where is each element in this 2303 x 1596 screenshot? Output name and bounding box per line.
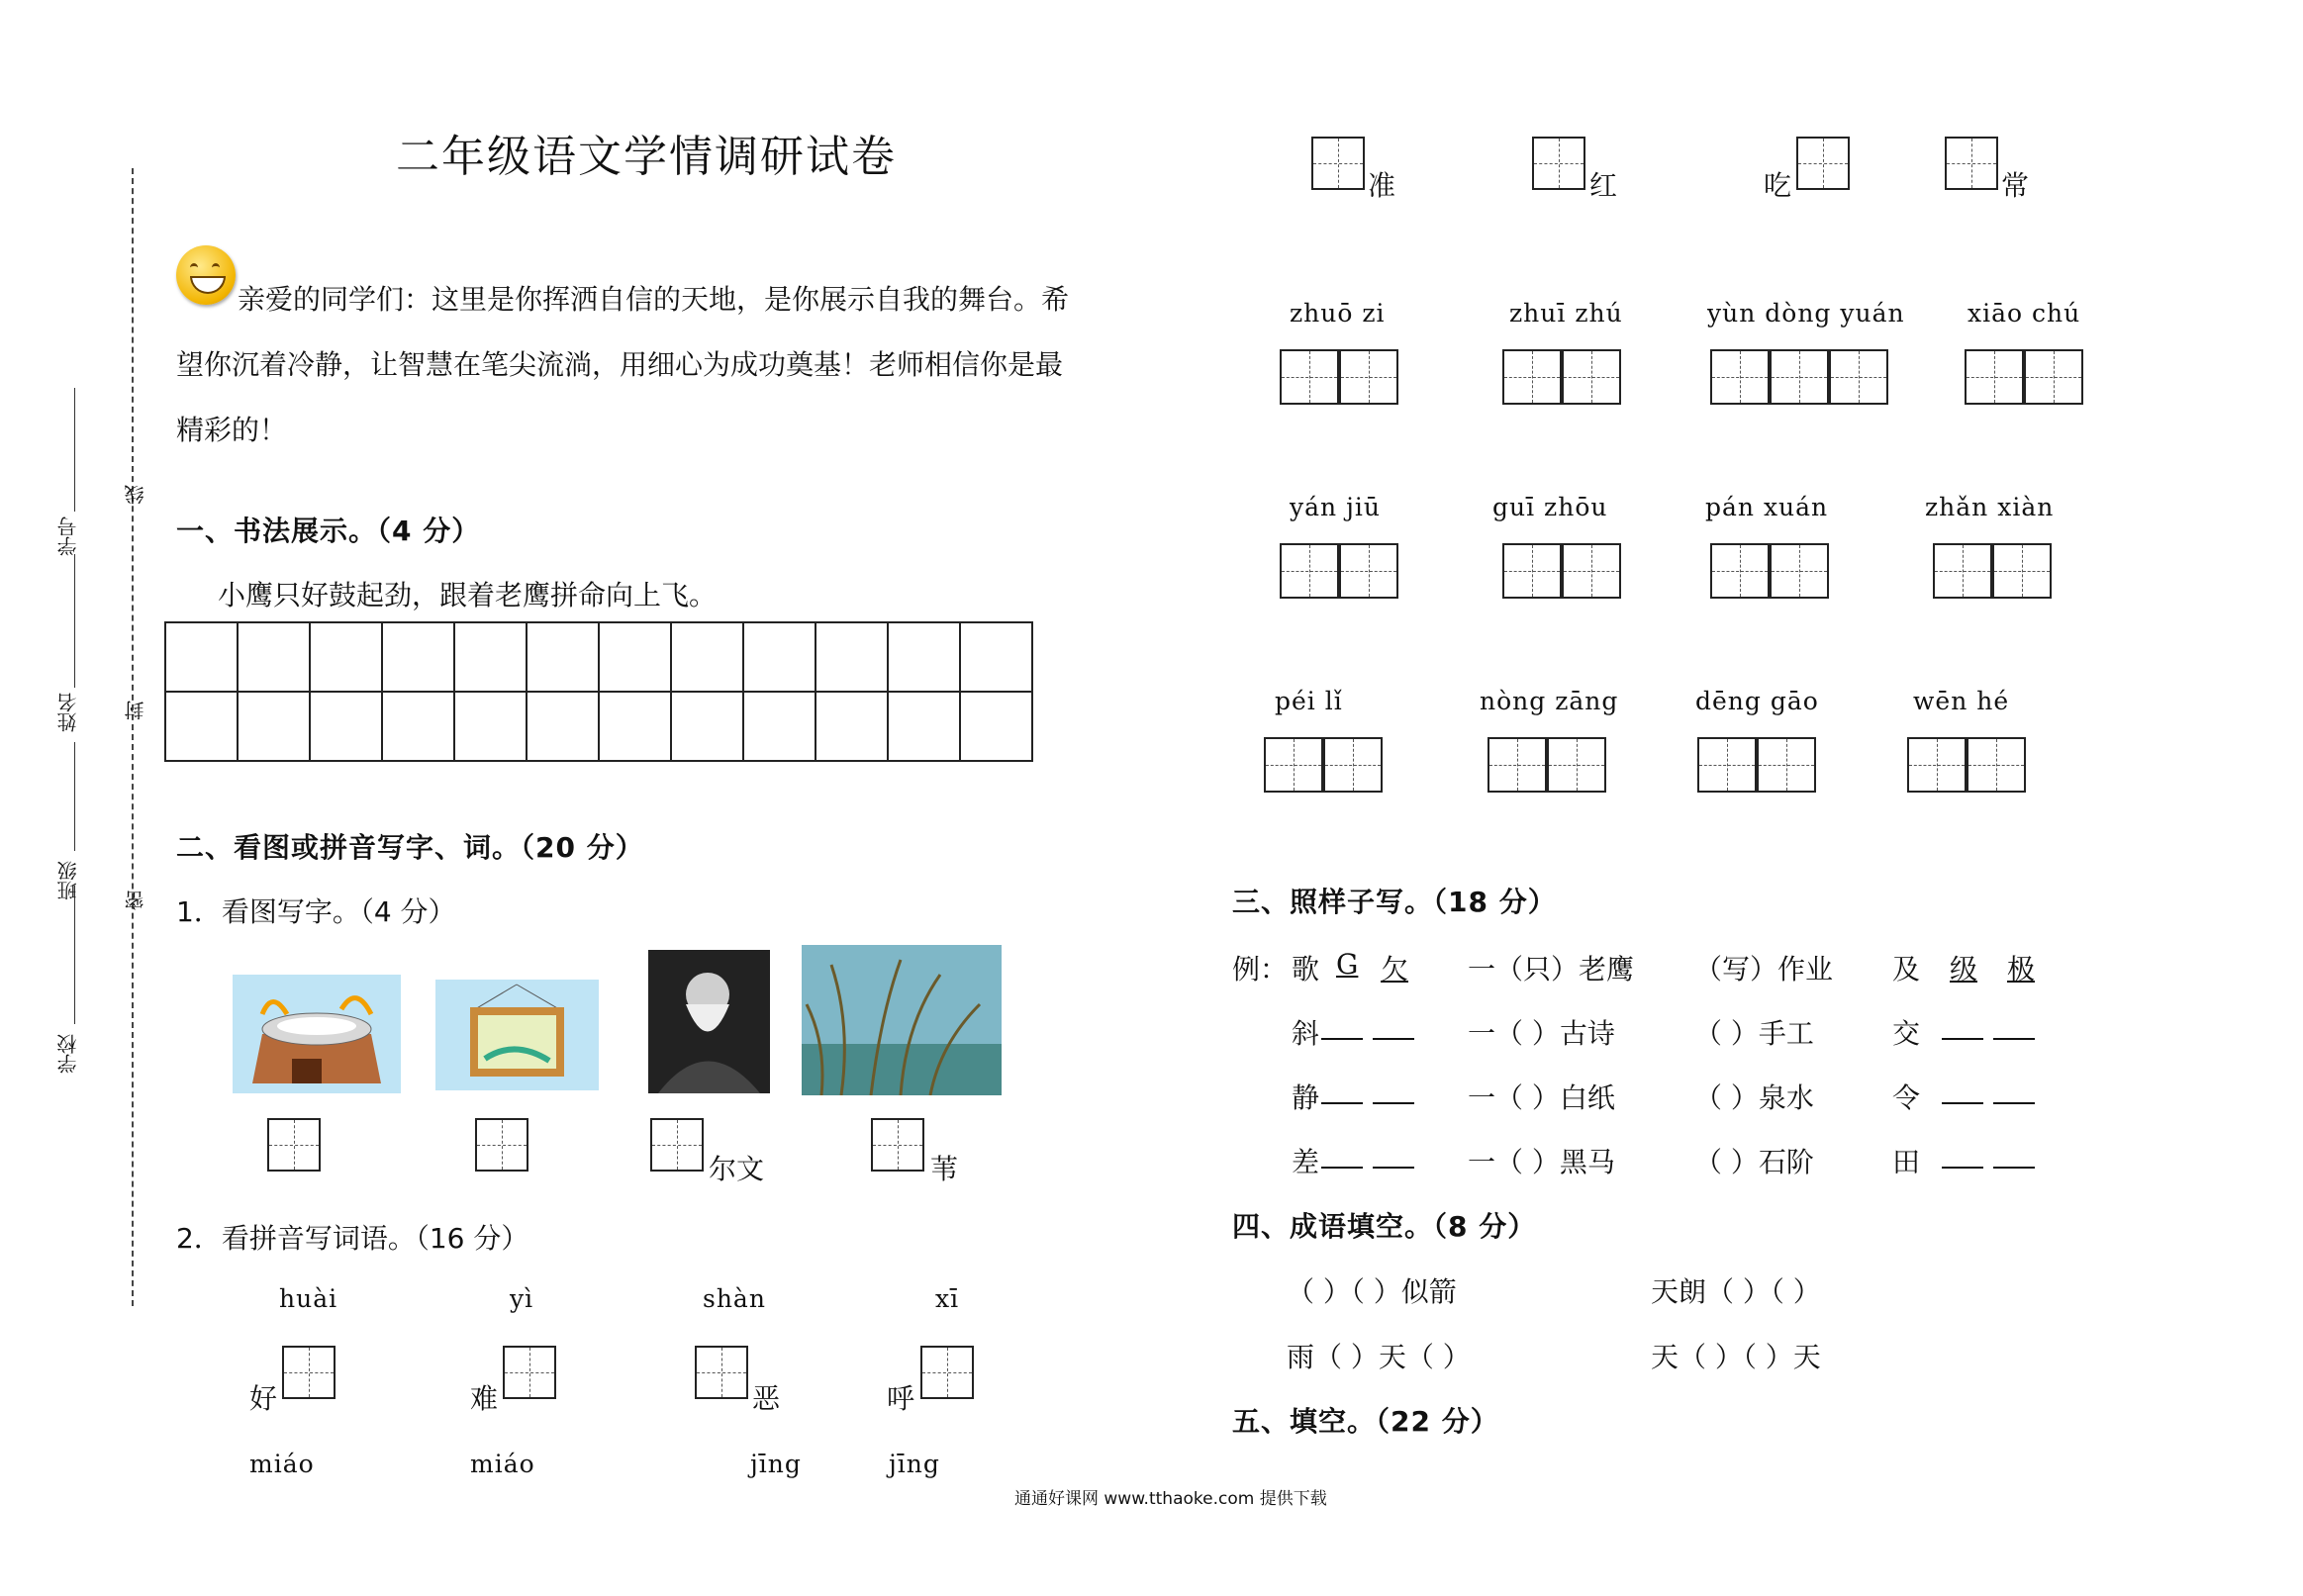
- box-zhanxian-2[interactable]: [1992, 543, 2052, 599]
- pinyin-jing-2: jīng: [889, 1450, 940, 1478]
- row1-char: 斜: [1292, 1017, 1320, 1050]
- intro-text: [176, 267, 1126, 463]
- box-yanjiu-2[interactable]: [1339, 543, 1398, 599]
- row2-blanks[interactable]: [1321, 1077, 1414, 1108]
- row2-char: 静: [1292, 1081, 1320, 1114]
- pinyin-huai: huài: [279, 1284, 338, 1313]
- intro-line-3: 精彩的！: [176, 414, 288, 446]
- picture-char-box-1[interactable]: [267, 1118, 321, 1172]
- idiom-3[interactable]: 雨（ ）天（ ）: [1287, 1341, 1471, 1373]
- box-zhuozi-2[interactable]: [1339, 349, 1398, 405]
- box-denggao-2[interactable]: [1757, 737, 1816, 793]
- pinyin-zhuizhu: zhuī zhú: [1509, 299, 1623, 328]
- box-zhanxian-1[interactable]: [1933, 543, 1992, 599]
- box-zhuozi-1[interactable]: [1280, 349, 1339, 405]
- box-zhuizhu-1[interactable]: [1502, 349, 1562, 405]
- pinyin-xiaochu: xiāo chú: [1967, 299, 2081, 328]
- box-yundongyuan-2[interactable]: [1770, 349, 1829, 405]
- pinyin-miao-1: miáo: [249, 1450, 315, 1478]
- q1-heading: 1．看图写字。（4 分）: [176, 895, 456, 928]
- example-measure-1: 一（只）老鹰: [1468, 953, 1635, 986]
- box-peili-2[interactable]: [1323, 737, 1383, 793]
- box-xiaochu-1[interactable]: [1965, 349, 2024, 405]
- example-radical-2: 极: [2007, 953, 2036, 986]
- word-box-chi[interactable]: [1796, 137, 1850, 190]
- box-wenhe-2[interactable]: [1967, 737, 2026, 793]
- example-part-b: 欠: [1381, 953, 1409, 986]
- pinyin-yi: yì: [510, 1284, 534, 1313]
- row3-radical-blanks[interactable]: [1942, 1141, 2035, 1173]
- row2-measure-2: （ ）泉水: [1694, 1081, 1814, 1114]
- box-nongzang-2[interactable]: [1547, 737, 1606, 793]
- school-label: 学校: [56, 1034, 80, 1074]
- pinyin-jing-1: jīng: [750, 1450, 802, 1478]
- pinyin-zhanxian: zhǎn xiàn: [1925, 493, 2055, 521]
- seal-mi: 密: [124, 891, 147, 910]
- row1-measure-2: （ ）手工: [1694, 1017, 1814, 1050]
- row2-radical-blanks[interactable]: [1942, 1077, 2035, 1108]
- section-2-heading: 二、看图或拼音写字、词。（20 分）: [176, 831, 644, 864]
- word-box-huai[interactable]: [282, 1346, 336, 1399]
- pinyin-peili: péi lǐ: [1275, 687, 1343, 715]
- class-label: 班级: [56, 861, 80, 900]
- pinyin-zhuozi: zhuō zi: [1290, 299, 1386, 328]
- pinyin-denggao: dēng gāo: [1695, 687, 1819, 715]
- box-guizhou-2[interactable]: [1562, 543, 1621, 599]
- row3-char: 差: [1292, 1146, 1320, 1178]
- row2-measure-1: 一（ ）白纸: [1468, 1081, 1615, 1114]
- box-xiaochu-2[interactable]: [2024, 349, 2083, 405]
- word-prefix-2: 难: [470, 1382, 499, 1415]
- picture-char-box-4[interactable]: [871, 1118, 924, 1172]
- box-yundongyuan-3[interactable]: [1829, 349, 1888, 405]
- pinyin-xi: xī: [935, 1284, 960, 1313]
- pinyin-yanjiu: yán jiū: [1290, 493, 1381, 521]
- frame-picture: [435, 980, 599, 1090]
- footer-watermark: 通通好课网 www.tthaoke.com 提供下载: [1014, 1489, 1327, 1509]
- q2-heading: 2．看拼音写词语。（16 分）: [176, 1222, 529, 1255]
- pinyin-panxuan: pán xuán: [1705, 493, 1829, 521]
- row1-blanks[interactable]: [1321, 1012, 1414, 1044]
- picture-char-box-2[interactable]: [475, 1118, 528, 1172]
- number-label: 学号: [56, 516, 80, 556]
- stove-picture: [233, 975, 401, 1093]
- pinyin-guizhou: guī zhōu: [1492, 493, 1608, 521]
- calligraphy-grid[interactable]: [164, 621, 1033, 762]
- row1-measure-1: 一（ ）古诗: [1468, 1017, 1615, 1050]
- section-1-heading: 一、书法展示。（4 分）: [176, 515, 481, 547]
- pinyin-yundongyuan: yùn dòng yuán: [1707, 299, 1905, 328]
- word-suffix-hong: 红: [1589, 169, 1618, 202]
- word-prefix-4: 呼: [887, 1382, 915, 1415]
- section-5-heading: 五、填空。（22 分）: [1232, 1405, 1499, 1438]
- binding-dashed-line: [132, 168, 134, 1306]
- box-denggao-1[interactable]: [1697, 737, 1757, 793]
- box-peili-1[interactable]: [1264, 737, 1323, 793]
- word-prefix-chi: 吃: [1764, 169, 1792, 202]
- word-suffix-chang: 常: [2001, 169, 2030, 202]
- row1-radical-char: 交: [1892, 1017, 1921, 1050]
- example-radical-1: 级: [1950, 953, 1978, 986]
- box-panxuan-2[interactable]: [1770, 543, 1829, 599]
- idiom-4[interactable]: 天（ ）（ ）天: [1651, 1341, 1821, 1373]
- school-blank: [74, 886, 75, 1024]
- intro-line-2: 望你沉着冷静，让智慧在笔尖流淌，用细心为成功奠基！老师相信你是最: [176, 348, 1064, 381]
- row3-radical-char: 田: [1892, 1146, 1921, 1178]
- word-box-chang[interactable]: [1945, 137, 1998, 190]
- word-box-zhun[interactable]: [1311, 137, 1365, 190]
- word-box-xi[interactable]: [920, 1346, 974, 1399]
- section-4-heading: 四、成语填空。（8 分）: [1232, 1210, 1537, 1243]
- box-wenhe-1[interactable]: [1907, 737, 1967, 793]
- box-yanjiu-1[interactable]: [1280, 543, 1339, 599]
- box-yundongyuan-1[interactable]: [1710, 349, 1770, 405]
- row1-radical-blanks[interactable]: [1942, 1012, 2035, 1044]
- example-radical-char: 及: [1892, 953, 1921, 986]
- pinyin-miao-2: miáo: [470, 1450, 535, 1478]
- idiom-2[interactable]: 天朗（ ）（ ）: [1651, 1275, 1821, 1308]
- example-char: 歌: [1292, 953, 1320, 986]
- seal-feng: 封: [124, 701, 147, 720]
- portrait-picture: [648, 950, 770, 1093]
- picture-suffix-3: 尔文: [709, 1153, 765, 1185]
- word-box-hong[interactable]: [1532, 137, 1585, 190]
- picture-char-box-3[interactable]: [650, 1118, 704, 1172]
- seal-xian: 线: [124, 485, 147, 505]
- word-prefix-1: 好: [249, 1382, 278, 1415]
- word-suffix-3: 恶: [752, 1382, 781, 1415]
- intro-line-1: 亲爱的同学们：这里是你挥洒自信的天地，是你展示自我的舞台。希: [238, 283, 1070, 316]
- picture-suffix-4: 苇: [930, 1153, 959, 1185]
- row3-blanks[interactable]: [1321, 1141, 1414, 1173]
- example-measure-2: （写）作业: [1694, 953, 1834, 986]
- calligraphy-sentence: 小鹰只好鼓起劲，跟着老鹰拼命向上飞。: [218, 579, 718, 611]
- word-box-yi[interactable]: [503, 1346, 556, 1399]
- example-part-a: G: [1336, 948, 1359, 981]
- idiom-1[interactable]: （ ）（ ）似箭: [1287, 1275, 1457, 1308]
- name-label: 姓名: [56, 693, 80, 732]
- example-label: 例：: [1232, 953, 1289, 986]
- pinyin-nongzang: nòng zāng: [1480, 687, 1619, 715]
- row3-measure-1: 一（ ）黑马: [1468, 1146, 1615, 1178]
- number-blank: [74, 388, 75, 512]
- pinyin-wenhe: wēn hé: [1913, 687, 2010, 715]
- page-title: 二年级语文学情调研试卷: [396, 132, 897, 182]
- section-3-heading: 三、照样子写。（18 分）: [1232, 886, 1557, 918]
- box-zhuizhu-2[interactable]: [1562, 349, 1621, 405]
- reed-picture: [802, 945, 1002, 1095]
- row2-radical-char: 令: [1892, 1081, 1921, 1114]
- class-blank: [74, 742, 75, 851]
- row3-measure-2: （ ）石阶: [1694, 1146, 1814, 1178]
- pinyin-shan: shàn: [703, 1284, 766, 1313]
- box-nongzang-1[interactable]: [1487, 737, 1547, 793]
- box-guizhou-1[interactable]: [1502, 543, 1562, 599]
- word-box-shan[interactable]: [695, 1346, 748, 1399]
- word-suffix-zhun: 准: [1368, 169, 1396, 202]
- name-blank: [74, 554, 75, 688]
- box-panxuan-1[interactable]: [1710, 543, 1770, 599]
